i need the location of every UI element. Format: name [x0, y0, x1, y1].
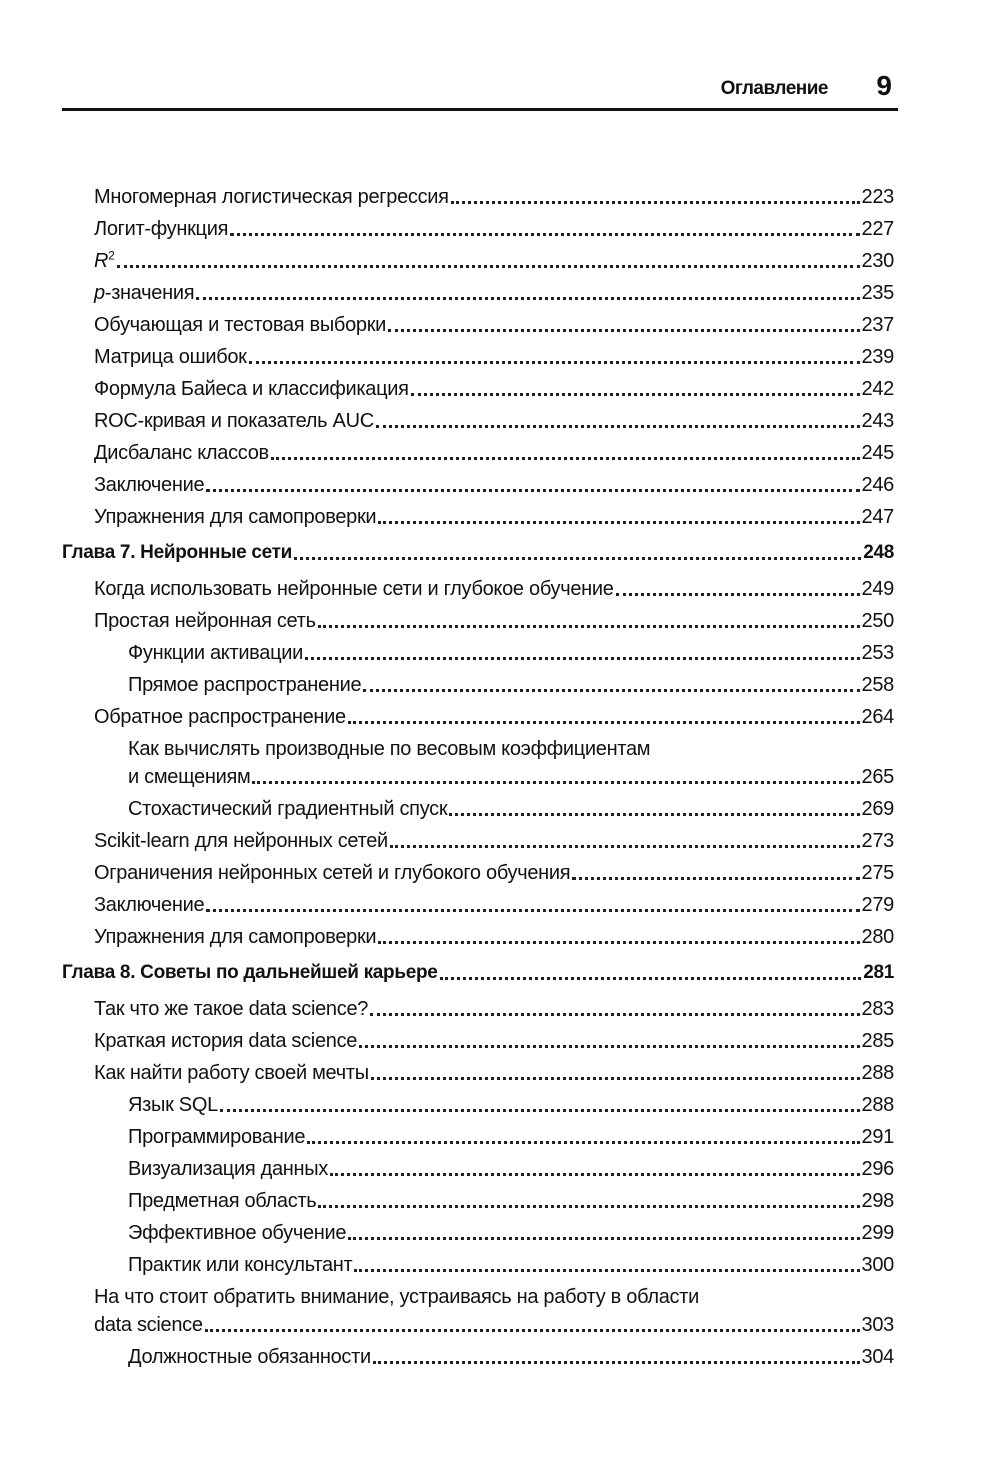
toc-entry-page: 253: [861, 642, 894, 664]
leader-dots: [205, 1329, 860, 1332]
toc-entry[interactable]: [94, 1026, 894, 1056]
leader-dots: [370, 1013, 859, 1016]
toc-entry-label: Предметная область: [128, 1190, 317, 1212]
toc-entry-page: 250: [861, 610, 894, 632]
toc-entry-label: Матрица ошибок: [94, 346, 247, 368]
toc-entry[interactable]: [94, 1058, 894, 1088]
toc-entry-page: 285: [861, 1030, 894, 1052]
toc-entry-label: Дисбаланс классов: [94, 442, 269, 464]
toc-entry-label: Логит-функция: [94, 218, 229, 240]
leader-dots: [294, 557, 861, 560]
toc-entry[interactable]: [128, 670, 894, 700]
toc-entry-page: 303: [861, 1314, 894, 1336]
toc-entry-page: 304: [861, 1346, 894, 1368]
toc-entry-label: Глава 7. Нейронные сети: [62, 542, 293, 563]
toc-entry-label: Упражнения для самопроверки: [94, 506, 377, 528]
toc-entry[interactable]: [94, 922, 894, 952]
toc-entry-label: Практик или консультант: [128, 1254, 353, 1276]
toc-entry[interactable]: [94, 890, 894, 920]
toc-entry-label: Стохастический градиентный спуск: [128, 798, 448, 820]
toc-entry-page: 239: [861, 346, 894, 368]
leader-dots: [373, 1361, 860, 1364]
toc-entry[interactable]: [128, 1250, 894, 1280]
toc-entry-page: 249: [861, 578, 894, 600]
toc-entry[interactable]: [94, 214, 894, 244]
toc-entry-label: Язык SQL: [128, 1094, 218, 1116]
toc-entry[interactable]: [128, 762, 894, 792]
leader-dots: [378, 521, 859, 524]
toc-entry-label: Эффективное обучение: [128, 1222, 347, 1244]
toc-entry-page: 264: [861, 706, 894, 728]
toc-entry-page: 246: [861, 474, 894, 496]
toc-entry-page: 275: [861, 862, 894, 884]
toc-entry-label: [94, 278, 194, 308]
toc-entry-page: 280: [861, 926, 894, 948]
toc-entry-page: 248: [863, 542, 894, 563]
leader-dots: [249, 361, 860, 364]
toc-entry-page: 227: [861, 218, 894, 240]
toc-entry-label: Так что же такое data science?: [94, 998, 369, 1020]
leader-dots: [390, 845, 860, 848]
leader-dots: [348, 721, 860, 724]
leader-dots: [206, 909, 859, 912]
toc-entry[interactable]: [94, 470, 894, 500]
toc-entry-page: 245: [861, 442, 894, 464]
toc-entry-page: 300: [861, 1254, 894, 1276]
toc-entry[interactable]: [94, 702, 894, 732]
toc-entry-label: Когда использовать нейронные сети и глубокое обучение: [94, 578, 614, 600]
leader-dots: [305, 657, 860, 660]
toc-entry-label: [94, 246, 115, 276]
toc-entry-first-line[interactable]: На что стоит обратить внимание, устраиваясь на работу в области: [94, 1286, 699, 1308]
toc-entry-page: 237: [861, 314, 894, 336]
toc-entry-page: 288: [861, 1062, 894, 1084]
toc-entry-label: Программирование: [128, 1126, 306, 1148]
toc-entry[interactable]: [94, 310, 894, 340]
toc-entry[interactable]: [128, 638, 894, 668]
toc-entry-page: 247: [861, 506, 894, 528]
toc-entry[interactable]: [128, 794, 894, 824]
toc-entry[interactable]: [128, 1122, 894, 1152]
leader-dots: [230, 233, 859, 236]
toc-entry[interactable]: [128, 1090, 894, 1120]
leader-dots: [449, 813, 859, 816]
toc-entry-page: 235: [861, 282, 894, 304]
toc-entry-label: Функции активации: [128, 642, 304, 664]
toc-entry[interactable]: [94, 182, 894, 212]
toc-entry[interactable]: [94, 246, 894, 276]
toc-entry-label: Ограничения нейронных сетей и глубокого обучения: [94, 862, 571, 884]
superscript: 2: [108, 248, 115, 263]
toc-entry-label: Глава 8. Советы по дальнейшей карьере: [62, 962, 438, 983]
toc-entry[interactable]: [128, 1218, 894, 1248]
leader-dots: [411, 393, 860, 396]
toc-entry[interactable]: [94, 826, 894, 856]
toc-entry-label: Визуализация данных: [128, 1158, 329, 1180]
leader-dots: [572, 877, 859, 880]
leader-dots: [388, 329, 859, 332]
toc-entry[interactable]: [128, 1186, 894, 1216]
toc-entry-label: Обучающая и тестовая выборки: [94, 314, 387, 336]
toc-entry[interactable]: [94, 374, 894, 404]
r-symbol: R: [94, 250, 109, 272]
toc-entry-page: 288: [861, 1094, 894, 1116]
toc-entry-page: 279: [861, 894, 894, 916]
header-page-number: 9: [876, 70, 892, 101]
toc-entry-label: Scikit-learn для нейронных сетей: [94, 830, 388, 852]
leader-dots: [307, 1141, 859, 1144]
toc-entry[interactable]: [94, 502, 894, 532]
toc-entry-label: Обратное распространение: [94, 706, 346, 728]
header-title: Оглавление: [720, 78, 828, 99]
leader-dots: [318, 625, 860, 628]
leader-dots: [440, 977, 862, 980]
toc-entry[interactable]: [94, 438, 894, 468]
toc-entry-page: 223: [861, 186, 894, 208]
leader-dots: [363, 689, 859, 692]
leader-dots: [330, 1173, 859, 1176]
leader-dots: [252, 781, 859, 784]
leader-dots: [318, 1205, 859, 1208]
toc-entry-page: 299: [861, 1222, 894, 1244]
p-symbol: p: [94, 282, 105, 304]
toc-entry-page: 273: [861, 830, 894, 852]
toc-entry[interactable]: [94, 994, 894, 1024]
toc-entry-page: 242: [861, 378, 894, 400]
toc-entry-label: Как найти работу своей мечты: [94, 1062, 369, 1084]
toc-entry[interactable]: [94, 278, 894, 308]
leader-dots: [378, 941, 859, 944]
toc-entry-page: 298: [861, 1190, 894, 1212]
label-text: -значения: [104, 282, 195, 304]
toc-entry[interactable]: [128, 1342, 894, 1372]
toc-entry-page: 243: [861, 410, 894, 432]
toc-entry-label: и смещениям: [128, 766, 251, 788]
toc-entry[interactable]: [94, 406, 894, 436]
toc-entry-label: Заключение: [94, 474, 205, 496]
toc-entry-page: 281: [863, 962, 894, 983]
leader-dots: [371, 1077, 860, 1080]
leader-dots: [376, 425, 860, 428]
toc-chapter-7[interactable]: [62, 538, 894, 568]
toc-entry-page: 269: [861, 798, 894, 820]
toc-entry[interactable]: [94, 1310, 894, 1340]
leader-dots: [348, 1237, 859, 1240]
toc-entry[interactable]: [94, 574, 894, 604]
leader-dots: [616, 593, 860, 596]
toc-entry-first-line[interactable]: Как вычислять производные по весовым коэффициентам: [128, 738, 651, 760]
toc-entry-label: Упражнения для самопроверки: [94, 926, 377, 948]
toc-entry-page: 283: [861, 998, 894, 1020]
toc-entry-label: Прямое распространение: [128, 674, 362, 696]
toc-entry-page: 291: [861, 1126, 894, 1148]
toc-entry[interactable]: [94, 858, 894, 888]
toc-entry[interactable]: [128, 1154, 894, 1184]
toc-entry-label: ROC-кривая и показатель AUC: [94, 410, 374, 432]
toc-entry[interactable]: [94, 606, 894, 636]
toc-entry-page: 265: [861, 766, 894, 788]
leader-dots: [220, 1109, 860, 1112]
toc-entry-label: Должностные обязанности: [128, 1346, 371, 1368]
toc-entry-label: data science: [94, 1314, 203, 1336]
leader-dots: [117, 265, 860, 268]
toc-entry-page: 258: [861, 674, 894, 696]
toc-entry-page: 296: [861, 1158, 894, 1180]
toc-chapter-8[interactable]: [62, 958, 894, 988]
toc-entry[interactable]: [94, 342, 894, 372]
toc-entry-label: Заключение: [94, 894, 205, 916]
toc-entry-label: Многомерная логистическая регрессия: [94, 186, 449, 208]
leader-dots: [196, 297, 859, 300]
leader-dots: [271, 457, 860, 460]
leader-dots: [206, 489, 859, 492]
leader-dots: [359, 1045, 859, 1048]
toc-entry-label: Краткая история data science: [94, 1030, 358, 1052]
leader-dots: [354, 1269, 859, 1272]
toc-entry-page: 230: [861, 250, 894, 272]
toc-entry-label: Формула Байеса и классификация: [94, 378, 409, 400]
leader-dots: [451, 201, 860, 204]
toc-entry-label: Простая нейронная сеть: [94, 610, 316, 632]
